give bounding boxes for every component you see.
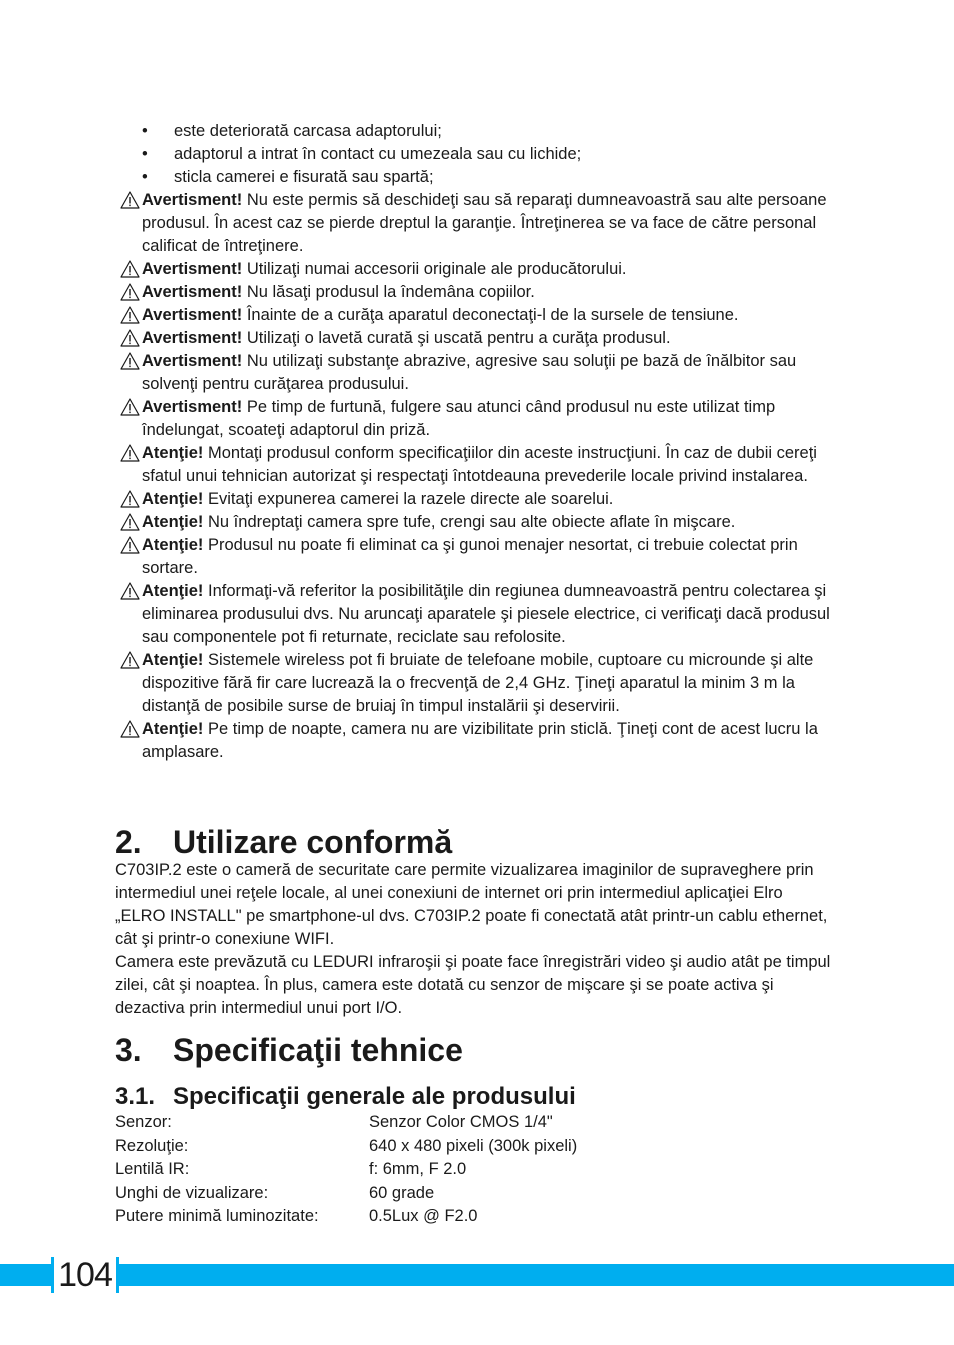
section-3-heading: 3. Specificaţii tehnice [115, 1032, 463, 1068]
spec-row: Unghi de vizualizare: 60 grade [115, 1183, 435, 1202]
warning-item [118, 442, 838, 488]
warning-label: Atenţie! [142, 720, 204, 738]
list-item: • este deteriorată carcasa adaptorului; [142, 120, 581, 143]
warning-label: Atenţie! [142, 582, 204, 600]
warning-item [118, 511, 838, 534]
warning-triangle-icon [120, 283, 140, 301]
spec-table [115, 1111, 577, 1229]
warning-triangle-icon [120, 306, 140, 324]
spec-row: Lentilă IR: f: 6mm, F 2.0 [115, 1160, 467, 1178]
warning-item [118, 488, 838, 511]
section-2-heading: 2. Utilizare conformă [115, 824, 453, 860]
warning-triangle-icon [120, 329, 140, 347]
warning-text: Nu este permis să deschideţi sau să reparaţi dumneavoastră sau alte persoane produsul. În acest caz se pierde dreptul la garanţie. Întreţinerea se va face de către personal calificat de întreţinere. [142, 191, 827, 255]
section-3-1-heading: 3.1. Specificaţii generale ale produsului [115, 1083, 576, 1110]
warning-label: Atenţie! [142, 651, 204, 669]
warning-triangle-icon [120, 651, 140, 669]
warning-item [118, 396, 838, 442]
warning-text: Nu îndreptaţi camera spre tufe, crengi sau alte obiecte aflate în mişcare. [203, 513, 736, 531]
warning-label: Avertisment! [142, 329, 243, 347]
warning-label: Atenţie! [142, 444, 204, 462]
warning-label: Avertisment! [142, 260, 243, 278]
warning-item [118, 649, 838, 718]
warning-text: Evitaţi expunerea camerei la razele directe ale soarelui. [203, 490, 614, 508]
page-number: 104 [51, 1257, 119, 1293]
warning-item [118, 350, 838, 396]
warning-item [118, 327, 838, 350]
warning-text: Produsul nu poate fi eliminat ca şi gunoi menajer nesortat, ci trebuie colectat prin sortare. [142, 536, 798, 577]
warning-text: Pe timp de noapte, camera nu are vizibilitate prin sticlă. Ţineţi cont de acest lucru la amplasare. [142, 720, 818, 761]
spec-row: Putere minimă luminozitate: 0.5Lux @ F2.0 [115, 1207, 478, 1225]
warning-text: Nu lăsaţi produsul la îndemâna copiilor. [242, 283, 535, 301]
warning-triangle-icon [120, 191, 140, 209]
warning-label: Avertisment! [142, 352, 243, 370]
section-2-paragraph: Camera este prevăzută cu LEDURI infraroşii şi poate face înregistrări video şi audio atât pe timpul zilei, cât şi noaptea. În plus, camera este dotată cu senzor de mişcare şi se poate activa şi dezactiva prin intermediul unui port I/O. [115, 953, 831, 1017]
list-item: • sticla camerei e fisurată sau spartă; [142, 166, 581, 189]
warning-triangle-icon [120, 536, 140, 554]
warning-item [118, 258, 838, 281]
warning-item [118, 534, 838, 580]
warnings-list [118, 189, 838, 764]
bullet-icon: • [142, 145, 148, 163]
warning-text: Informaţi-vă referitor la posibilităţile din regiunea dumneavoastră pentru colectarea şi eliminarea produsului dvs. Nu aruncaţi aparatele şi piesele electrice, ci verificaţi dacă produsul sau componentele pot fi returnate, reciclate sau refolosite. [142, 582, 830, 646]
warning-text: Înainte de a curăţa aparatul deconectaţi-l de la sursele de tensiune. [242, 306, 739, 324]
warning-item [118, 189, 838, 258]
section-2-paragraph: C703IP.2 este o cameră de securitate care permite vizualizarea imaginilor de supraveghere prin intermediul unei reţele locale, al unei conexiuni de internet ori prin intermediul aplicaţiei Elro „ELRO INSTALL" pe smartphone-ul dvs. C703IP.2 poate fi conectată atât printr-un cablu ethernet, cât şi printr-o conexiune WIFI. [115, 861, 828, 948]
warning-text: Nu utilizaţi substanţe abrazive, agresive sau soluţii pe bază de înălbitor sau solvenţi pentru curăţarea produsului. [142, 352, 797, 393]
warning-text: Pe timp de furtună, fulgere sau atunci când produsul nu este utilizat timp îndelungat, scoateţi adaptorul din priză. [142, 398, 776, 439]
warning-triangle-icon [120, 444, 140, 462]
warning-text: Sistemele wireless pot fi bruiate de telefoane mobile, cuptoare cu microunde şi alte dispozitive fără fir care lucrează la o frecvenţă de 2,4 GHz. Ţineţi aparatul la minim 3 m la distanţă de posibile surse de bruiaj în timpul instalării şi deservirii. [142, 651, 814, 715]
warning-triangle-icon [120, 490, 140, 508]
warning-triangle-icon [120, 582, 140, 600]
warning-label: Avertisment! [142, 191, 243, 209]
warning-triangle-icon [120, 720, 140, 738]
warning-item [118, 304, 838, 327]
warning-triangle-icon [120, 260, 140, 278]
warning-triangle-icon [120, 398, 140, 416]
warning-text: Montaţi produsul conform specificaţiilor din aceste instrucţiuni. În caz de dubii cereţi sfatul unui tehnician autorizat şi respectaţi întotdeauna prevederile locale privind instalarea. [142, 444, 817, 485]
warning-item [118, 580, 838, 649]
bullet-list [142, 120, 581, 189]
warning-item [118, 281, 838, 304]
spec-row: Rezoluţie: 640 x 480 pixeli (300k pixeli) [115, 1136, 578, 1155]
warning-label: Avertisment! [142, 283, 243, 301]
bullet-icon: • [142, 122, 148, 140]
footer-bar [0, 1264, 954, 1286]
warning-triangle-icon [120, 352, 140, 370]
warning-label: Atenţie! [142, 536, 204, 554]
warning-text: Utilizaţi numai accesorii originale ale producătorului. [242, 260, 627, 278]
warning-label: Avertisment! [142, 306, 243, 324]
warning-label: Avertisment! [142, 398, 243, 416]
list-item: • adaptorul a intrat în contact cu umezeala sau cu lichide; [142, 143, 581, 166]
warning-item [118, 718, 838, 764]
bullet-icon: • [142, 168, 148, 186]
warning-text: Utilizaţi o lavetă curată şi uscată pentru a curăţa produsul. [242, 329, 671, 347]
spec-row: Senzor: Senzor Color CMOS 1/4" [115, 1113, 553, 1131]
warning-label: Atenţie! [142, 513, 204, 531]
warning-triangle-icon [120, 513, 140, 531]
warning-label: Atenţie! [142, 490, 204, 508]
